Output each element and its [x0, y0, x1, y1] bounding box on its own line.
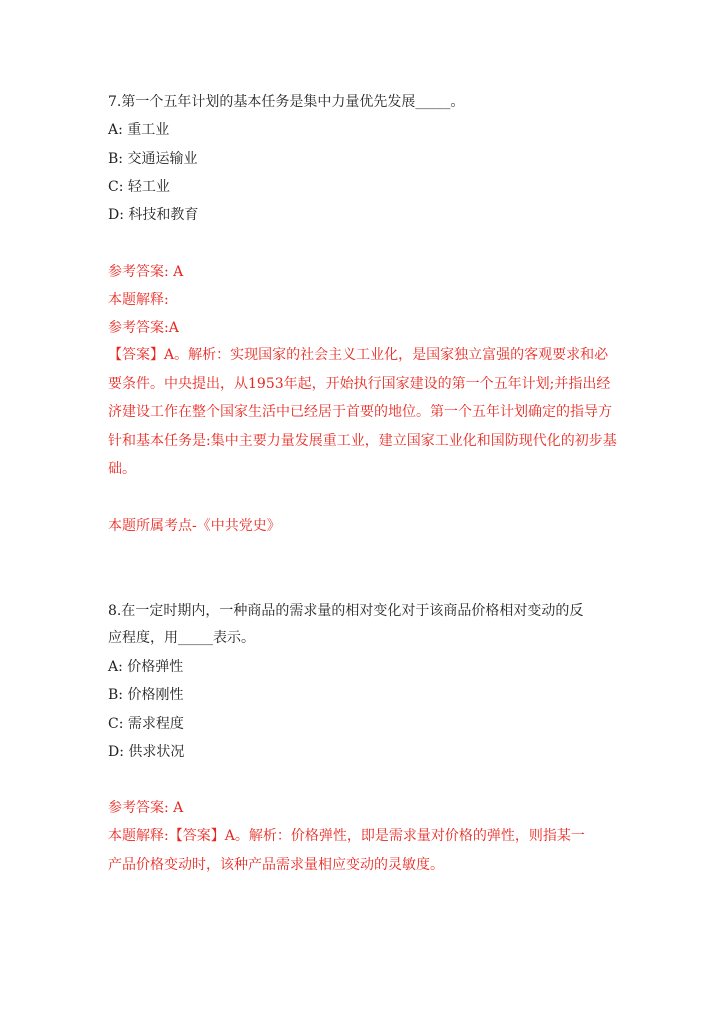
question-7-explanation: 【答案】A。解析：实现国家的社会主义工业化，是国家独立富强的客观要求和必要条件。中央提出，从1953年起，开始执行国家建设的第一个五年计划;并指出经济建设工作在整个国家生活中已经居于首要的地位。第一个五年计划确定的指导方针和基本任务是:集中主要力量发展重工业，建立国家工业化和国防现代化的初步基础。	[108, 347, 617, 477]
question-8-answer: 参考答案: A	[108, 800, 184, 816]
question-7-text: 7.第一个五年计划的基本任务是集中力量优先发展_____。	[108, 94, 465, 110]
question-8-option-b: B: 价格刚性	[108, 687, 184, 703]
question-8-option-a: A: 价格弹性	[108, 659, 184, 675]
question-8-option-d: D: 供求状况	[108, 744, 185, 760]
question-8-option-c: C: 需求程度	[108, 716, 184, 732]
question-8-explanation-line-2: 产品价格变动时，该种产品需求量相应变动的灵敏度。	[108, 857, 444, 873]
question-7-answer-repeat: 参考答案:A	[108, 320, 179, 336]
question-7-option-a: A: 重工业	[108, 122, 170, 138]
question-8-text-line-1: 8.在一定时期内，一种商品的需求量的相对变化对于该商品价格相对变动的反	[108, 603, 584, 619]
question-7-explanation-label: 本题解释:	[108, 292, 169, 308]
question-7-option-d: D: 科技和教育	[108, 207, 199, 223]
question-8-explanation-line-1: 本题解释:【答案】A。解析：价格弹性，即是需求量对价格的弹性，则指某一	[108, 828, 585, 844]
question-8-text-line-2: 应程度，用_____表示。	[108, 630, 255, 646]
question-7-answer: 参考答案: A	[108, 264, 184, 280]
question-7-option-b: B: 交通运输业	[108, 151, 198, 167]
question-7-topic: 本题所属考点-《中共党史》	[108, 518, 281, 534]
question-7-option-c: C: 轻工业	[108, 179, 170, 195]
